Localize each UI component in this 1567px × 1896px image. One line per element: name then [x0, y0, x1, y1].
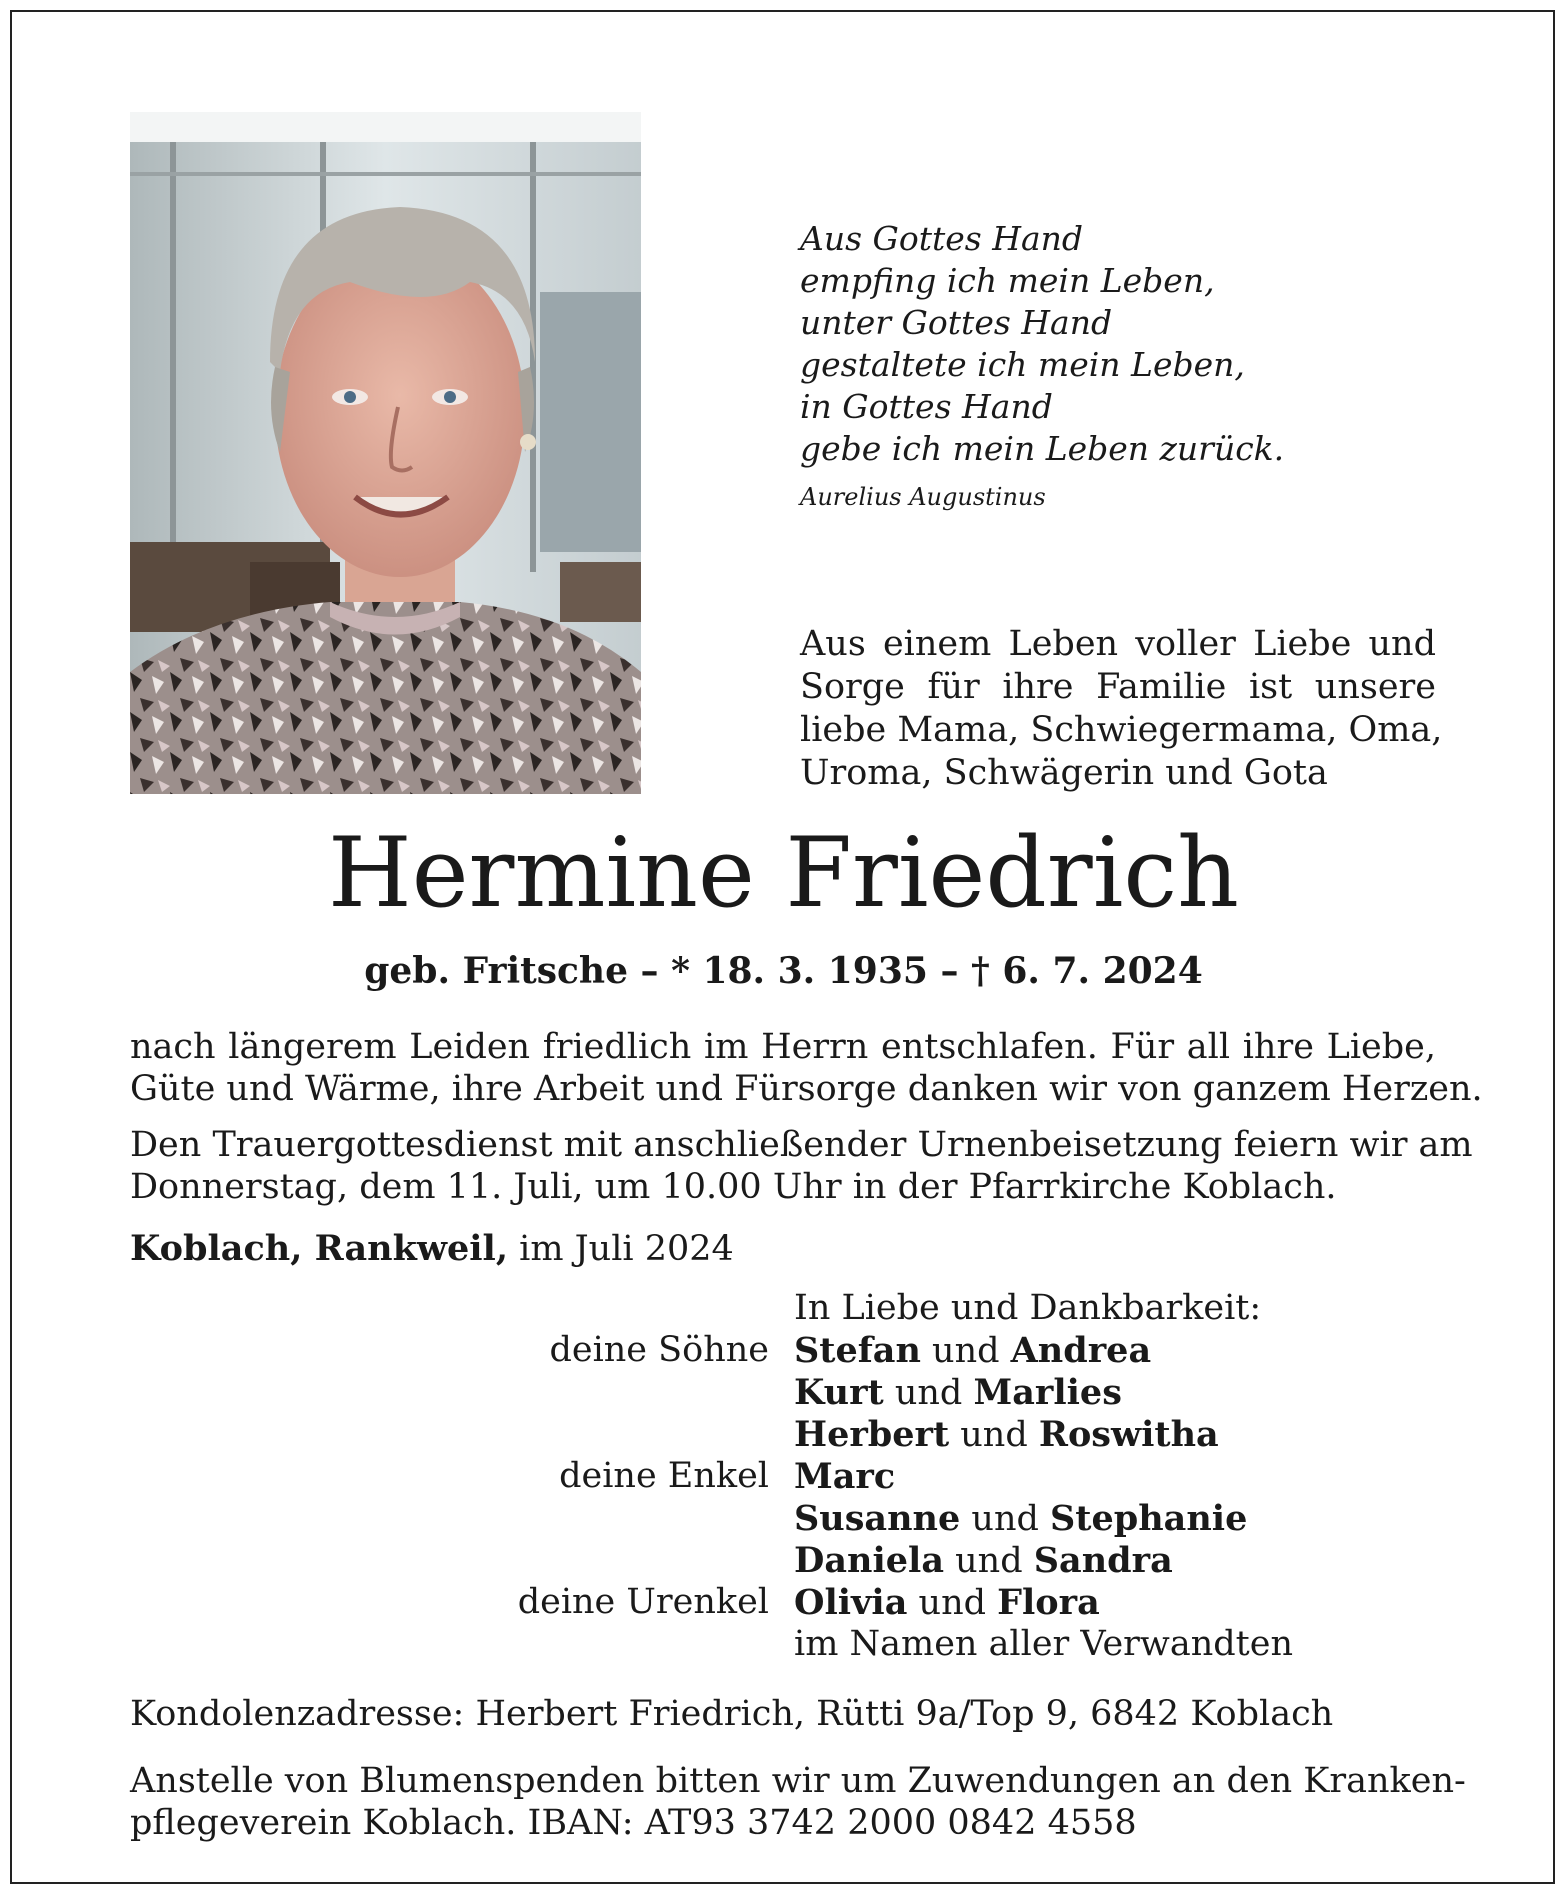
body-paragraph-1 [130, 1026, 1483, 1110]
deceased-dates: geb. Fritsche – * 18. 3. 1935 – † 6. 7. 2024 [364, 950, 1203, 992]
signature-connector: und [949, 1415, 1039, 1455]
signature-name: Daniela [794, 1540, 945, 1581]
signature-row [0, 1330, 1567, 1372]
signature-row [0, 1540, 1567, 1582]
signature-label: deine Söhne [549, 1330, 769, 1370]
intro-line: Sorge für ihre Familie ist unsere [800, 667, 1436, 707]
signature-label: deine Enkel [559, 1456, 769, 1496]
intro-text [800, 623, 1443, 795]
deceased-name: Hermine Friedrich [328, 817, 1239, 929]
signatures-header: In Liebe und Dankbarkeit: [794, 1288, 1262, 1328]
signature-names [794, 1582, 1100, 1623]
portrait-photo [130, 112, 641, 794]
donation-note [130, 1760, 1466, 1844]
intro-line: liebe Mama, Schwiegermama, Oma, [800, 710, 1443, 750]
signature-name: Olivia [794, 1582, 908, 1623]
body-line: Donnerstag, dem 11. Juli, um 10.00 Uhr in der Pfarrkirche Koblach. [130, 1167, 1337, 1207]
body-line: Güte und Wärme, ihre Arbeit und Fürsorge danken wir von ganzem Herzen. [130, 1069, 1483, 1109]
quote [800, 218, 1284, 470]
quote-line: empfing ich mein Leben, [800, 261, 1215, 300]
signature-label: deine Urenkel [517, 1582, 769, 1622]
place-date-text: im Juli 2024 [508, 1229, 734, 1269]
signature-name: Andrea [1010, 1330, 1152, 1371]
signature-name: Sandra [1033, 1540, 1173, 1581]
signature-name: Marlies [973, 1372, 1122, 1413]
signature-connector: und [907, 1583, 998, 1623]
signature-names [794, 1414, 1219, 1455]
signature-name: Stephanie [1050, 1498, 1248, 1539]
signature-name: Roswitha [1038, 1414, 1219, 1455]
quote-line: Aus Gottes Hand [800, 219, 1084, 258]
condolence-address: Kondolenzadresse: Herbert Friedrich, Rütti 9a/Top 9, 6842 Koblach [130, 1694, 1334, 1734]
quote-line: gebe ich mein Leben zurück. [800, 429, 1285, 468]
signature-row [0, 1582, 1567, 1624]
signature-name: Kurt [794, 1372, 884, 1413]
signature-connector: und [944, 1541, 1034, 1581]
signature-row [0, 1456, 1567, 1498]
signature-connector: und [883, 1373, 974, 1413]
signature-names [794, 1540, 1173, 1581]
signature-name: Stefan [794, 1330, 921, 1371]
quote-line: unter Gottes Hand [800, 303, 1113, 342]
signature-name: Marc [794, 1456, 896, 1497]
donation-line: Anstelle von Blumenspenden bitten wir um Zuwendungen an den Kranken- [130, 1761, 1466, 1801]
quote-line: in Gottes Hand [800, 387, 1053, 426]
signature-names [794, 1372, 1122, 1413]
signature-name: Flora [997, 1582, 1100, 1623]
donation-line: pflegeverein Koblach. IBAN: AT93 3742 2000 0842 4558 [130, 1803, 1137, 1843]
quote-line: gestaltete ich mein Leben, [800, 345, 1245, 384]
signature-names [794, 1498, 1247, 1539]
signature-row [0, 1498, 1567, 1540]
intro-line: Uroma, Schwägerin und Gota [800, 753, 1328, 793]
signature-connector: und [960, 1499, 1051, 1539]
signature-name: Herbert [794, 1414, 950, 1455]
signature-names [794, 1330, 1151, 1371]
place-date [130, 1228, 734, 1269]
signatures-footer: im Namen aller Verwandten [794, 1624, 1293, 1664]
body-line: nach längerem Leiden friedlich im Herrn entschlafen. Für all ihre Liebe, [130, 1027, 1436, 1067]
intro-line: Aus einem Leben voller Liebe und [800, 624, 1436, 664]
place-names: Koblach, Rankweil, [130, 1228, 509, 1269]
signature-names [794, 1456, 895, 1497]
body-paragraph-2 [130, 1124, 1473, 1208]
signature-row [0, 1372, 1567, 1414]
signature-row [0, 1414, 1567, 1456]
body-line: Den Trauergottesdienst mit anschließender Urnenbeisetzung feiern wir am [130, 1125, 1473, 1165]
signature-connector: und [920, 1331, 1011, 1371]
signature-name: Susanne [794, 1498, 961, 1539]
quote-author: Aurelius Augustinus [800, 483, 1046, 511]
